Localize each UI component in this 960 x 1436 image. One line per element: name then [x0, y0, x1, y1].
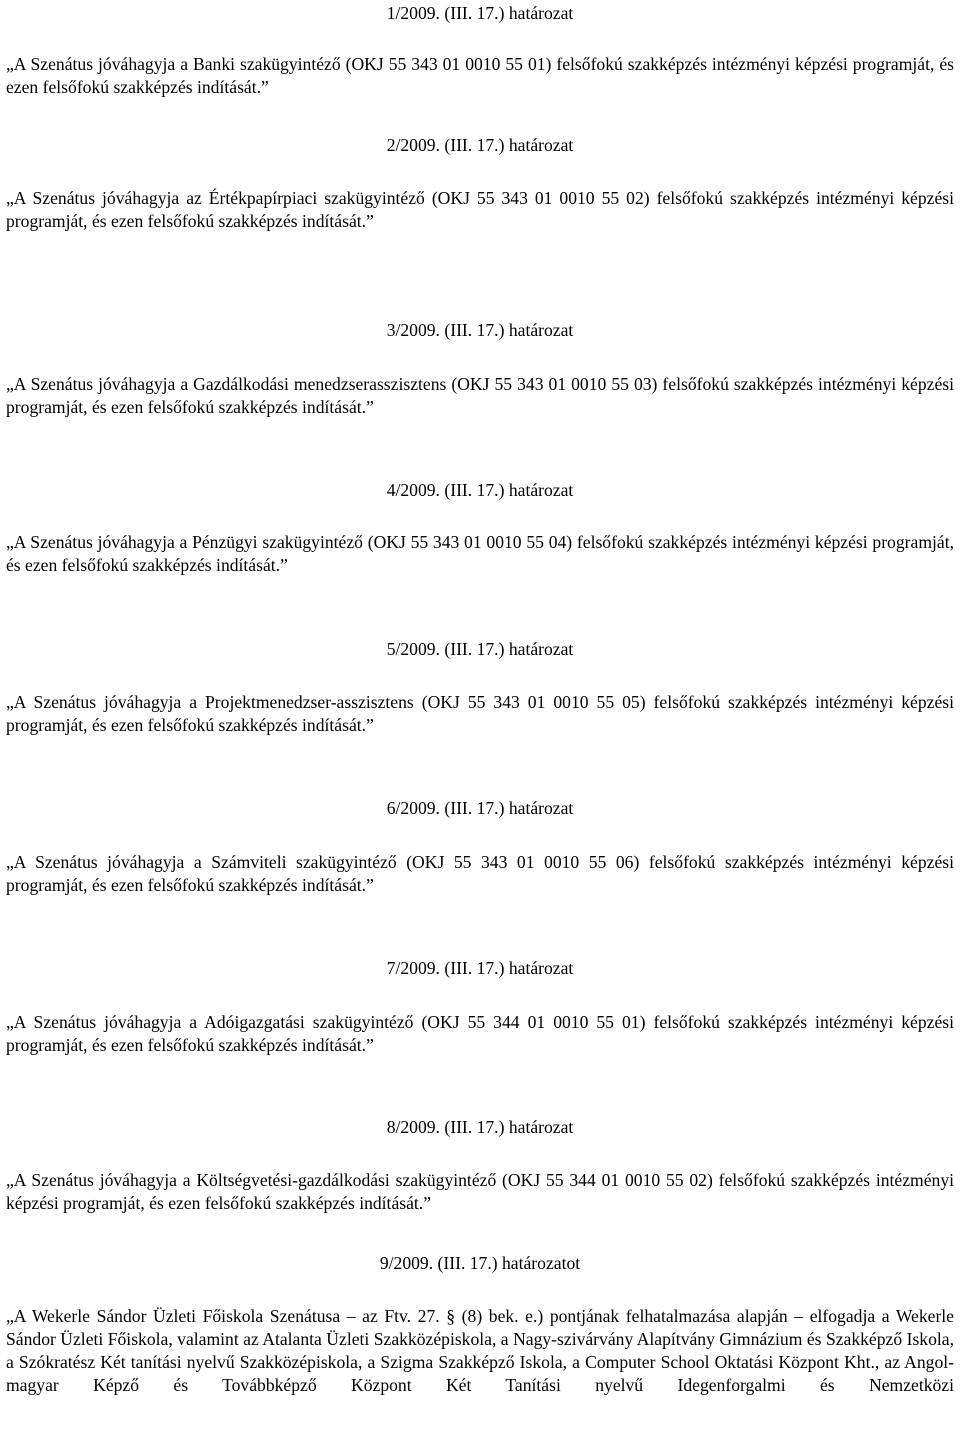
- resolution-text: „A Wekerle Sándor Üzleti Főiskola Szenátusa – az Ftv. 27. § (8) bek. e.) pontjának felhatalmazása alapján – elfogadja a Wekerle Sándor Üzleti Főiskola, valamint az Atalanta Üzleti Szakközépiskola, a Nagy-szivárvány Alapítvány Gimnázium és Szakképző Iskola, a Szókratész Két tanítási nyelvű Szakközépiskola, a Szigma Szakképző Iskola, a Computer School Oktatási Központ Kht., az Angol-magyar Képző és Továbbképző Központ Két Tanítási nyelvű Idegenforgalmi és Nemzetközi: [6, 1306, 954, 1395]
- resolution-title: 7/2009. (III. 17.) határozat: [386, 958, 574, 978]
- resolution-text: „A Szenátus jóváhagyja a Gazdálkodási menedzserasszisztens (OKJ 55 343 01 0010 55 03) felsőfokú szakképzés intézményi képzési programját, és ezen felsőfokú szakképzés indítását.”: [6, 374, 954, 417]
- resolution-4: [6, 479, 954, 502]
- resolution-title: 6/2009. (III. 17.) határozat: [386, 798, 574, 818]
- resolution-3-body: [6, 373, 954, 419]
- resolution-6-body: [6, 851, 954, 897]
- resolution-title: 3/2009. (III. 17.) határozat: [386, 320, 574, 340]
- resolution-5: [6, 638, 954, 661]
- resolution-6: [6, 797, 954, 820]
- resolution-text: „A Szenátus jóváhagyja a Adóigazgatási szakügyintéző (OKJ 55 344 01 0010 55 01) felsőfokú szakképzés intézményi képzési programját, és ezen felsőfokú szakképzés indítását.”: [6, 1012, 954, 1055]
- resolution-2: [6, 134, 954, 157]
- resolution-8-body: [6, 1169, 954, 1215]
- resolution-1: [6, 2, 954, 25]
- resolution-text: „A Szenátus jóváhagyja a Banki szakügyintéző (OKJ 55 343 01 0010 55 01) felsőfokú szakképzés intézményi képzési programját, és ezen felsőfokú szakképzés indítását.”: [6, 54, 954, 97]
- resolution-7: [6, 957, 954, 980]
- resolution-title: 5/2009. (III. 17.) határozat: [386, 639, 574, 659]
- resolution-title: 1/2009. (III. 17.) határozat: [386, 3, 574, 23]
- resolution-2-body: [6, 187, 954, 233]
- resolution-title: 4/2009. (III. 17.) határozat: [386, 480, 574, 500]
- resolution-text: „A Szenátus jóváhagyja az Értékpapírpiaci szakügyintéző (OKJ 55 343 01 0010 55 02) felsőfokú szakképzés intézményi képzési programját, és ezen felsőfokú szakképzés indítását.”: [6, 188, 954, 231]
- resolution-text: „A Szenátus jóváhagyja a Projektmenedzser-asszisztens (OKJ 55 343 01 0010 55 05) felsőfokú szakképzés intézményi képzési programját, és ezen felsőfokú szakképzés indítását.”: [6, 692, 954, 735]
- resolution-3: [6, 319, 954, 342]
- resolution-title: 9/2009. (III. 17.) határozatot: [379, 1253, 581, 1273]
- resolution-text: „A Szenátus jóváhagyja a Költségvetési-gazdálkodási szakügyintéző (OKJ 55 344 01 0010 55 02) felsőfokú szakképzés intézményi képzési programját, és ezen felsőfokú szakképzés indítását.”: [6, 1170, 954, 1213]
- resolution-title: 2/2009. (III. 17.) határozat: [386, 135, 574, 155]
- resolution-title: 8/2009. (III. 17.) határozat: [386, 1117, 574, 1137]
- resolution-text: „A Szenátus jóváhagyja a Pénzügyi szakügyintéző (OKJ 55 343 01 0010 55 04) felsőfokú szakképzés intézményi képzési programját, és ezen felsőfokú szakképzés indítását.”: [6, 532, 954, 575]
- resolution-8: [6, 1116, 954, 1139]
- resolution-7-body: [6, 1011, 954, 1057]
- resolution-text: „A Szenátus jóváhagyja a Számviteli szakügyintéző (OKJ 55 343 01 0010 55 06) felsőfokú szakképzés intézményi képzési programját, és ezen felsőfokú szakképzés indítását.”: [6, 852, 954, 895]
- resolution-9: [6, 1252, 954, 1275]
- resolution-9-body: [6, 1305, 954, 1397]
- resolution-4-body: [6, 531, 954, 577]
- resolution-5-body: [6, 691, 954, 737]
- resolution-1-body: [6, 53, 954, 99]
